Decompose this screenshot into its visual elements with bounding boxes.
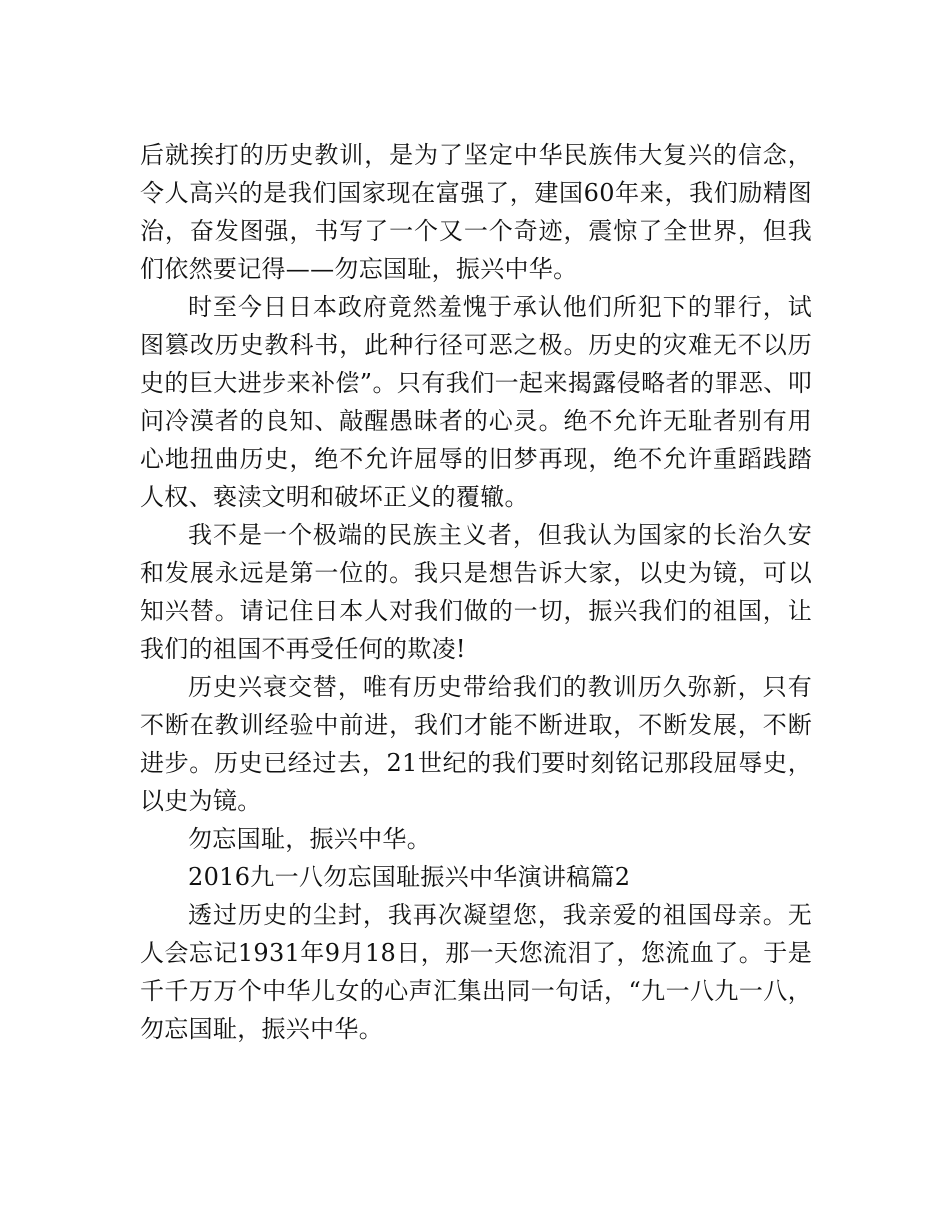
- paragraph-history-lessons: 历史兴衰交替，唯有历史带给我们的教训历久弥新，只有不断在教训经验中前进，我们才能不断进取，不断发展，不断进步。历史已经过去，21世纪的我们要时刻铭记那段屈辱史，以史为镜。: [140, 673, 812, 815]
- paragraph-continuation: 后就挨打的历史教训，是为了坚定中华民族伟大复兴的信念，令人高兴的是我们国家现在富强了，建国60年来，我们励精图治，奋发图强，书写了一个又一个奇迹，震惊了全世界，但我们依然要记得——勿忘国耻，振兴中华。: [140, 141, 812, 283]
- paragraph-not-nationalist: 我不是一个极端的民族主义者，但我认为国家的长治久安和发展永远是第一位的。我只是想告诉大家，以史为镜，可以知兴替。请记住日本人对我们做的一切，振兴我们的祖国，让我们的祖国不再受任何的欺凌!: [140, 521, 812, 663]
- paragraph-japan-government: 时至今日日本政府竟然羞愧于承认他们所犯下的罪行，试图篡改历史教科书，此种行径可恶之极。历史的灾难无不以历史的巨大进步来补偿”。只有我们一起来揭露侵略者的罪恶、叩问冷漠者的良知、敲醒愚昧者的心灵。绝不允许无耻者别有用心地扭曲历史，绝不允许屈辱的旧梦再现，绝不允许重蹈践踏人权、亵渎文明和破坏正义的覆辙。: [140, 293, 812, 511]
- paragraph-motherland: 透过历史的尘封，我再次凝望您，我亲爱的祖国母亲。无人会忘记1931年9月18日，那一天您流泪了，您流血了。于是千千万万个中华儿女的心声汇集出同一句话，“九一八九一八，勿忘国耻，振兴中华。: [140, 901, 812, 1043]
- document-body: [140, 136, 812, 1048]
- section-heading: 2016九一八勿忘国耻振兴中华演讲稿篇2: [188, 863, 631, 891]
- paragraph-slogan: 勿忘国耻，振兴中华。: [188, 825, 431, 853]
